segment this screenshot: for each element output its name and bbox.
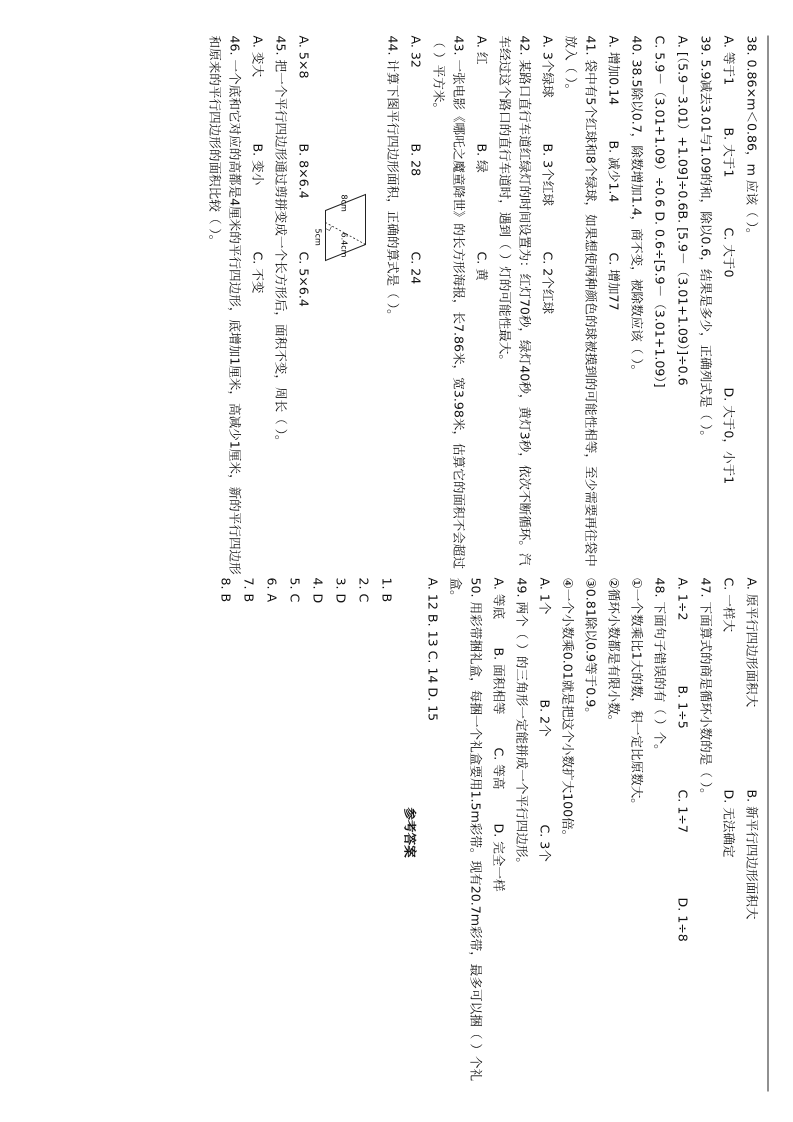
- q40-options: [601, 36, 624, 576]
- answer-5: 5. C: [287, 577, 303, 603]
- q38-option-b: B. 大于1: [721, 127, 737, 178]
- q48-item-1: ①一个数乘比1大的数，积一定比原数大。: [629, 577, 645, 811]
- q39-stem: 39. 5.9减去3.01与1.09的和，除以0.6，结果是多少，正确列式是（ ）。: [698, 35, 714, 444]
- q44-parallelogram-diagram: [314, 36, 380, 576]
- q48-item-3: ③0.81除以0.9等于0.9。: [583, 577, 599, 720]
- q38-stem: 38. 0.86×m＜0.86，m 应该（ ）。: [744, 35, 760, 241]
- q50-options: A. 12 B. 13 C. 14 D. 15: [425, 577, 441, 722]
- q41-stem: 41. 袋中有5个红球和8个绿球，如果想使两种颜色的球被摸到的可能性相等，至少需要再往袋中放入（ ）。: [563, 35, 599, 567]
- q40-stem: 40. 38.5除以0.7，除数增加1.4，商不变，被除数应该（ ）。: [629, 35, 645, 378]
- q49-option-c: C. 等高: [491, 747, 507, 790]
- q44-options: [291, 36, 314, 576]
- q48-item-4: ④一个小数乘0.01就是把这个小数扩大100倍。: [560, 577, 576, 843]
- answer-2: 2. C: [356, 577, 372, 603]
- q48-option-b: B. 2个: [537, 699, 553, 737]
- q45-stem: 45. 把一个平行四边形通过剪拼变成一个长方形后，面积不变，周长（ ）。: [273, 35, 289, 448]
- q47-option-d: D. 1÷8: [675, 897, 691, 942]
- q40-option-b: B. 减少1.4: [606, 140, 622, 203]
- answer-3: 3. D: [333, 577, 349, 604]
- side-label: 8cm: [339, 194, 349, 212]
- q43-option-c: C. 24: [408, 251, 424, 285]
- q46-stem: 46. 一个底和它对应的高都是4厘米的平行四边形，底增加1厘米，高减少1厘米，新的平行四边形和原来的平行四边形的面积比较（ ）。: [207, 35, 243, 575]
- parallelogram-figure: [314, 191, 376, 281]
- q48-item-2: ②循环小数都是有限小数。: [606, 577, 622, 728]
- answer-6: 6. A: [264, 577, 280, 603]
- q41-option-c: C. 2个红球: [540, 251, 556, 315]
- q42-options: [469, 36, 492, 576]
- q46-option-a: A. 原平行四边形面积大: [744, 577, 760, 708]
- q47-stem: 47. 下面算式的商是循环小数的是（ ）。: [698, 577, 714, 801]
- q46-option-c: C. 一样大: [721, 577, 737, 633]
- q41-option-b: B. 3个红球: [540, 143, 556, 206]
- q41-options: [535, 36, 558, 576]
- q38-option-d: D. 大于0，小于1: [721, 387, 737, 485]
- q49-option-d: D. 完全一样: [491, 823, 507, 892]
- right-column: [213, 578, 762, 1088]
- q48-options: [532, 578, 555, 1088]
- q38-options: [716, 36, 739, 576]
- q48-stem: 48. 下面句子错误的有（ ）个。: [652, 577, 668, 757]
- q44-option-b: B. 8×6.4: [296, 143, 312, 199]
- left-column: [202, 36, 762, 576]
- q41-option-a: A. 3个绿球: [540, 35, 556, 98]
- answer-7: 7. B: [241, 577, 257, 603]
- q47-option-b: B. 1÷5: [675, 685, 691, 729]
- q48-option-a: A. 1个: [537, 577, 553, 615]
- q48-option-c: C. 3个: [537, 824, 553, 862]
- q47-option-c: C. 1÷7: [675, 789, 691, 833]
- q49-option-a: A. 等底: [491, 577, 507, 620]
- q47-option-a: A. 1÷2: [675, 577, 691, 621]
- q46-option-d: D. 无法确定: [721, 789, 737, 858]
- q39-option-ab: A. [（5.9－3.01）+1.09]÷0.6B. [5.9－（3.01+1.09）]÷0.6: [675, 35, 691, 386]
- answer-4: 4. D: [310, 577, 326, 604]
- q46-option-b: B. 新平行四边形面积大: [744, 789, 760, 920]
- q43-option-a: A. 32: [408, 35, 424, 68]
- answer-1: 1. B: [379, 577, 395, 603]
- q40-option-a: A. 增加0.14: [606, 35, 622, 106]
- q43-options: [403, 36, 426, 576]
- q49-options: [486, 578, 509, 1088]
- q45-options: [245, 36, 268, 576]
- q50-stem: 50. 用彩带捆礼盒，每捆一个礼盒要用1.5m彩带。现有20.7m彩带，最多可以捆（ ）个礼盒。: [448, 577, 484, 1082]
- q42-option-b: B. 绿: [474, 143, 490, 173]
- q38-option-a: A. 等于1: [721, 35, 737, 86]
- q42-option-a: A. 红: [474, 35, 490, 65]
- q45-option-a: A. 变大: [250, 35, 266, 78]
- answers-title: 参考答案: [402, 807, 418, 858]
- base-label: 5cm: [313, 228, 323, 246]
- q44-option-a: A. 5×8: [296, 35, 312, 79]
- top-rule: [768, 36, 769, 1092]
- q44-stem: 44. 计算下图平行四边形面积，正确的算式是（ ）。: [385, 35, 401, 322]
- q44-option-c: C. 5×6.4: [296, 251, 312, 307]
- rotated-document-page: [1, 0, 793, 1122]
- answer-8: 8. B: [218, 577, 234, 603]
- q38-option-c: C. 大于0: [721, 227, 737, 278]
- q49-stem: 49. 两个（ ）的三角形一定能拼成一个平行四边形。: [514, 577, 530, 871]
- q45-option-c: C. 不变: [250, 251, 266, 294]
- q45-option-b: B. 变小: [250, 143, 266, 186]
- height-label: 6.4cm: [339, 232, 349, 258]
- q42-option-c: C. 黄: [474, 251, 490, 281]
- q42-stem: 42. 某路口直行车道红绿灯的时间设置为：红灯70秒，绿灯40秒，黄灯3秒，依次不断循环。汽车经过这个路口的直行车道时，遇到（ ）灯的可能性最大。: [497, 35, 533, 566]
- q43-option-b: B. 28: [408, 143, 424, 177]
- q46-options-row1: [739, 578, 762, 1088]
- q40-option-c: C. 增加77: [606, 252, 622, 311]
- q49-option-b: B. 面积相等: [491, 647, 507, 715]
- q47-options: [670, 578, 693, 1088]
- q39-option-cd: C. 5.9－（3.01+1.09）÷0.6 D. 0.6÷[5.9－（3.01+1.09）]: [652, 35, 668, 388]
- q46-options-row2: [716, 578, 739, 1088]
- q43-stem: 43. 一张电影《哪吒之魔童降世》的长方形海报，长7.86米，宽3.98米，估算它的面积不会超过（ ）平方米。: [431, 35, 467, 569]
